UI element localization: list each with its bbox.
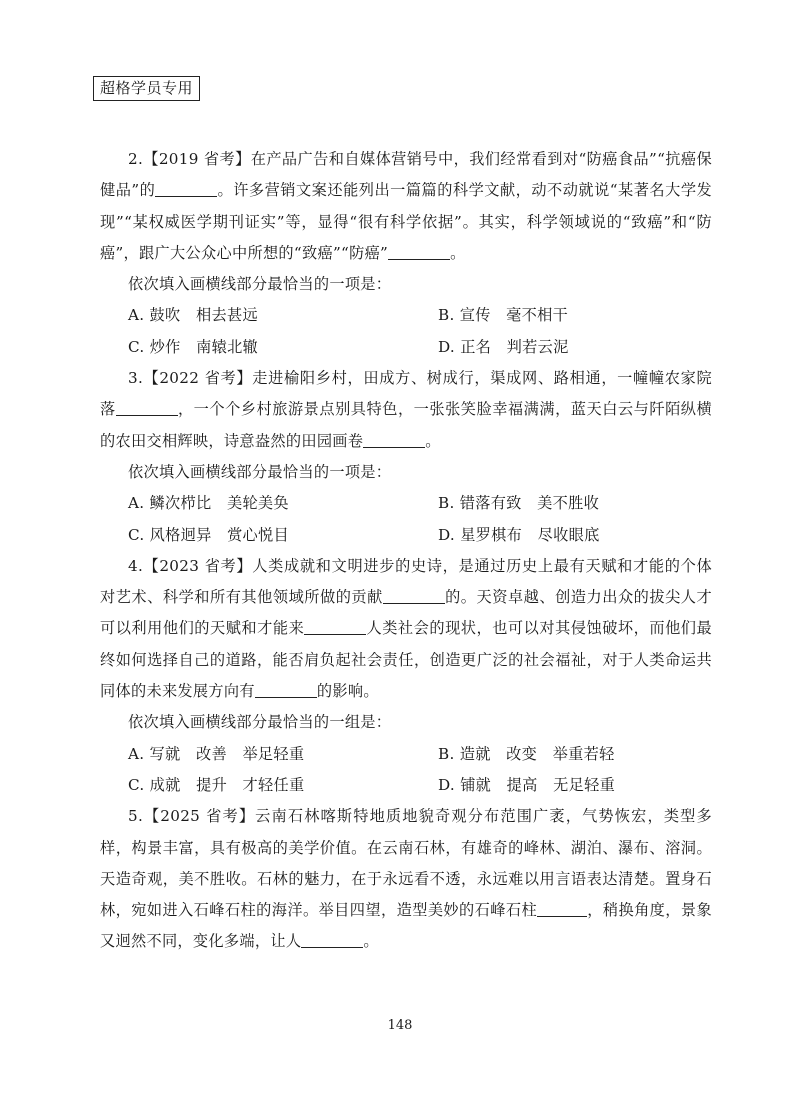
- answer-blank: [255, 682, 317, 698]
- option-b: B. 宣传 毫不相干: [438, 306, 569, 325]
- option-a: A. 写就 改善 举足轻重: [128, 744, 305, 763]
- option-d: D. 铺就 提高 无足轻重: [438, 775, 616, 794]
- page-number: 148: [387, 1018, 413, 1033]
- option-b: B. 造就 改变 举重若轻: [438, 744, 615, 763]
- question-4-text: 4.【2023 省考】人类成就和文明进步的史诗，是通过历史上最有天赋和才能的个体对艺术、科学和所有其他领域所做的贡献 的。天资卓越、创造力出众的拔尖人才可以利用他们的天赋和才能来 人类社会的现状，也可以对其侵蚀破坏，而他们最终如何选择自己的道路，能否肩负起社会责任，创造更广泛的社会福祉，对于人类命运共同体的未来发展方向有 的影响。: [100, 556, 712, 701]
- option-c: C. 成就 提升 才轻任重: [128, 775, 305, 794]
- option-a: A. 鼓吹 相去甚远: [128, 306, 258, 325]
- answer-blank: [116, 400, 178, 416]
- answer-blank: [383, 588, 445, 604]
- question-2-prompt: 依次填入画横线部分最恰当的一项是：: [128, 275, 392, 294]
- option-c: C. 炒作 南辕北辙: [128, 337, 259, 356]
- question-5-text: 5.【2025 省考】云南石林喀斯特地质地貌奇观分布范围广袤，气势恢宏，类型多样，构景丰富，具有极高的美学价值。在云南石林，有雄奇的峰林、湖泊、瀑布、溶洞。天造奇观，美不胜收。石林的魅力，在于永远看不透，永远难以用言语表达清楚。置身石林，宛如进入石峰石柱的海洋。举目四望，造型美妙的石峰石柱 ，稍换角度，景象又迥然不同，变化多端，让人 。: [100, 807, 712, 951]
- option-b: B. 错落有致 美不胜收: [438, 494, 600, 513]
- answer-blank: [537, 901, 587, 917]
- answer-blank: [388, 244, 450, 260]
- answer-blank: [155, 181, 217, 197]
- option-d: D. 星罗棋布 尽收眼底: [438, 525, 600, 544]
- option-d: D. 正名 判若云泥: [438, 337, 569, 356]
- option-a: A. 鳞次栉比 美轮美奂: [128, 494, 289, 513]
- question-3-options: [100, 488, 712, 551]
- question-4-prompt: 依次填入画横线部分最恰当的一组是：: [128, 713, 392, 732]
- question-2-options: [100, 300, 712, 363]
- answer-blank: [363, 432, 425, 448]
- question-4-options: [100, 739, 712, 802]
- question-3-text: 3.【2022 省考】走进榆阳乡村，田成方、树成行，渠成网、路相通，一幢幢农家院落 ，一个个乡村旅游景点别具特色，一张张笑脸幸福满满，蓝天白云与阡陌纵横的农田交相辉映，诗意盎然的田园画卷 。: [100, 369, 712, 450]
- question-2-text: 2.【2019 省考】在产品广告和自媒体营销号中，我们经常看到对“防癌食品”“抗癌保健品”的 。许多营销文案还能列出一篇篇的科学文献，动不动就说“某著名大学发现”“某权威医学期刊证实”等，显得“很有科学依据”。其实，科学领域说的“致癌”和“防癌”，跟广大公众心中所想的“致癌”“防癌” 。: [100, 150, 712, 262]
- question-3-prompt: 依次填入画横线部分最恰当的一项是：: [128, 462, 392, 481]
- answer-blank: [301, 932, 363, 948]
- option-c: C. 风格迥异 赏心悦目: [128, 525, 290, 544]
- answer-blank: [304, 619, 366, 635]
- student-exclusive-badge: 超格学员专用: [93, 76, 200, 101]
- question-list: [100, 144, 712, 958]
